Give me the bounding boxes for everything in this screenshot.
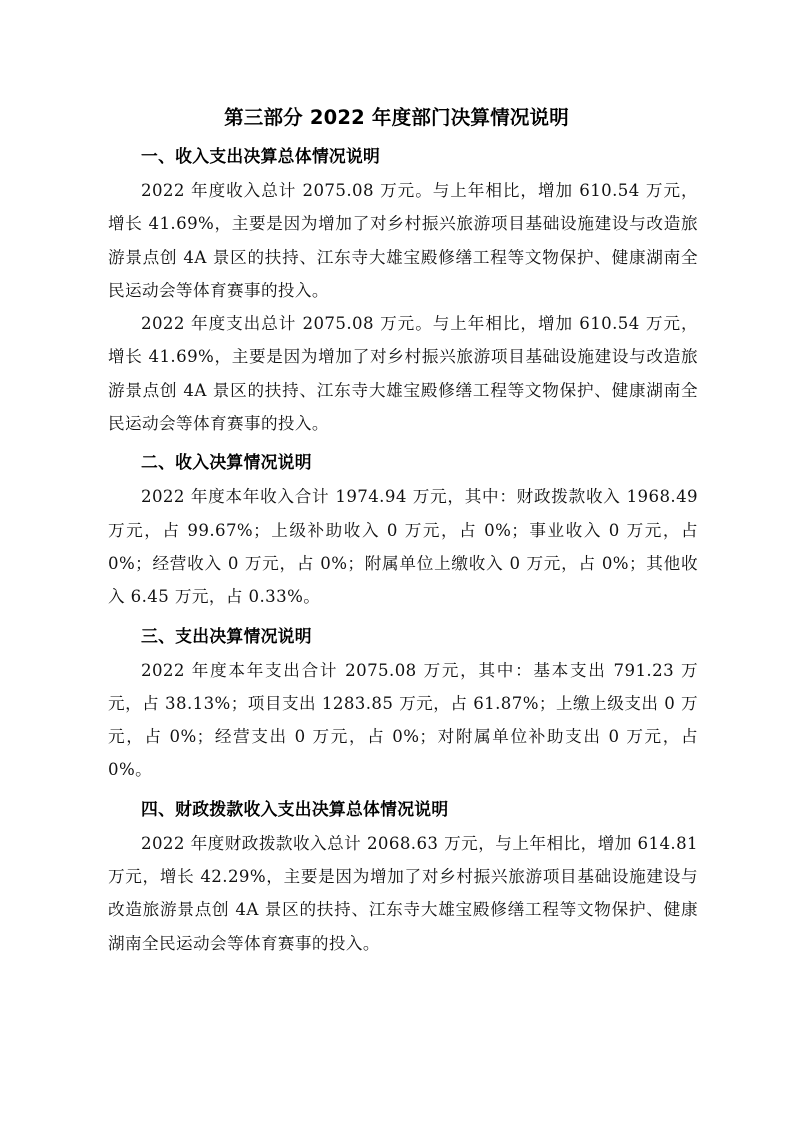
section-income-expenditure-overview — [108, 141, 698, 440]
paragraph: 2022 年度本年支出合计 2075.08 万元，其中：基本支出 791.23 万元，占 38.13%；项目支出 1283.85 万元，占 61.87%；上缴上级支出 0 万元，占 0%；经营支出 0 万元，占 0%；对附属单位补助支出 0 万元，占 0%。 — [108, 660, 698, 780]
paragraph: 2022 年度收入总计 2075.08 万元。与上年相比，增加 610.54 万元，增长 41.69%，主要是因为增加了对乡村振兴旅游项目基础设施建设与改造旅游景点创 4A 景区的扶持、江东寺大雄宝殿修缮工程等文物保护、健康湖南全民运动会等体育赛事的投入。 — [108, 181, 698, 300]
section-fiscal-appropriation — [108, 794, 698, 960]
section-heading: 二、收入决算情况说明 — [141, 452, 312, 473]
paragraph: 2022 年度支出总计 2075.08 万元。与上年相比，增加 610.54 万元，增长 41.69%，主要是因为增加了对乡村振兴旅游项目基础设施建设与改造旅游景点创 4A 景区的扶持、江东寺大雄宝殿修缮工程等文物保护、健康湖南全民运动会等体育赛事的投入。 — [108, 314, 698, 434]
section-heading: 一、收入支出决算总体情况说明 — [141, 146, 381, 166]
document-body — [108, 141, 698, 960]
section-income — [108, 447, 698, 613]
paragraph: 2022 年度本年收入合计 1974.94 万元，其中：财政拨款收入 1968.49 万元，占 99.67%；上级补助收入 0 万元，占 0%；事业收入 0 万元，占 0%；经营收入 0 万元，占 0%；附属单位上缴收入 0 万元，占 0%；其他收入 6.45 万元，占 0.33%。 — [108, 487, 698, 607]
paragraph: 2022 年度财政拨款收入总计 2068.63 万元，与上年相比，增加 614.81 万元，增长 42.29%，主要是因为增加了对乡村振兴旅游项目基础设施建设与改造旅游景点创 4A 景区的扶持、江东寺大雄宝殿修缮工程等文物保护、健康湖南全民运动会等体育赛事的投入。 — [108, 833, 698, 953]
page-title: 第三部分 2022 年度部门决算情况说明 — [224, 106, 569, 129]
section-heading: 四、财政拨款收入支出决算总体情况说明 — [141, 798, 449, 819]
section-heading: 三、支出决算情况说明 — [141, 625, 312, 646]
section-expenditure — [108, 621, 698, 787]
